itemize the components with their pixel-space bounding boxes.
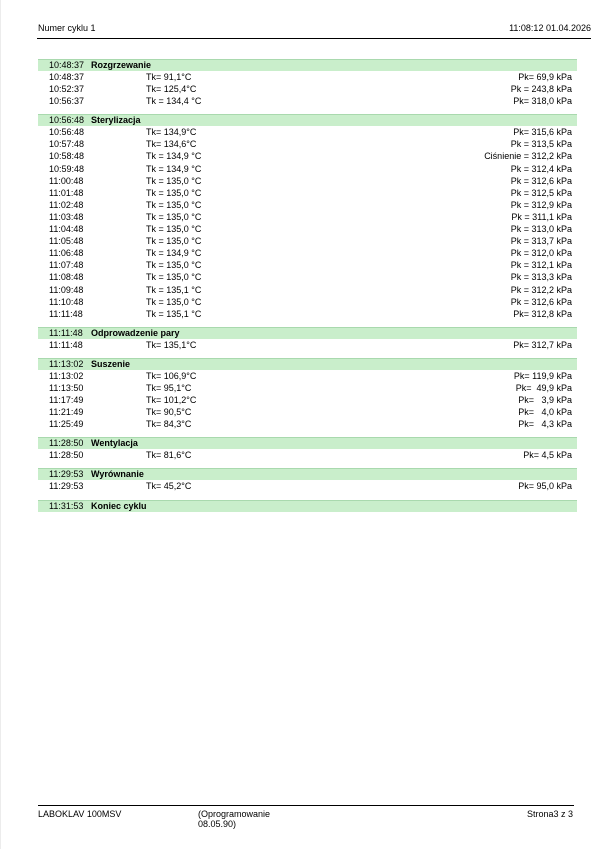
row-pressure: Pk= 95,0 kPa bbox=[518, 481, 572, 492]
section-header bbox=[38, 500, 577, 512]
table-row bbox=[38, 211, 577, 223]
row-temperature: Tk= 125,4°C bbox=[146, 84, 197, 95]
row-time: 11:07:48 bbox=[49, 260, 84, 271]
row-pressure: Pk= 4,3 kPa bbox=[518, 419, 572, 430]
row-time: 11:04:48 bbox=[49, 224, 84, 235]
table-row bbox=[38, 406, 577, 418]
row-temperature: Tk = 135,1 °C bbox=[146, 308, 202, 319]
row-time: 11:05:48 bbox=[49, 236, 84, 247]
row-temperature: Tk= 84,3°C bbox=[146, 419, 192, 430]
row-pressure: Pk = 312,4 kPa bbox=[510, 163, 572, 174]
row-temperature: Tk = 135,0 °C bbox=[146, 199, 202, 210]
row-pressure: Pk = 312,6 kPa bbox=[510, 175, 572, 186]
cycle-section bbox=[38, 114, 577, 320]
row-time: 11:11:48 bbox=[49, 339, 83, 350]
report-datetime: 11:08:12 01.04.2026 bbox=[509, 23, 591, 33]
footer-rule bbox=[38, 805, 574, 806]
cycle-log bbox=[38, 59, 577, 512]
row-time: 10:56:37 bbox=[49, 96, 85, 107]
row-time: 11:09:48 bbox=[49, 284, 84, 295]
table-row bbox=[38, 480, 577, 492]
software-version-line2: 08.05.90) bbox=[198, 819, 237, 829]
row-pressure: Pk = 243,8 kPa bbox=[510, 84, 572, 95]
row-temperature: Tk = 134,9 °C bbox=[146, 248, 202, 259]
cycle-section bbox=[38, 468, 577, 492]
table-row bbox=[38, 71, 577, 83]
row-time: 10:48:37 bbox=[49, 72, 85, 82]
row-temperature: Tk= 90,5°C bbox=[146, 407, 192, 418]
row-pressure: Pk = 311,1 kPa bbox=[511, 211, 572, 222]
table-row bbox=[38, 138, 577, 150]
section-header bbox=[38, 114, 577, 126]
row-time: 10:58:48 bbox=[49, 151, 85, 162]
row-pressure: Pk = 312,0 kPa bbox=[510, 248, 572, 259]
row-temperature: Tk= 134,6°C bbox=[146, 139, 197, 150]
row-time: 11:13:50 bbox=[49, 382, 84, 393]
table-row bbox=[38, 370, 577, 382]
row-temperature: Tk = 135,0 °C bbox=[146, 175, 202, 186]
row-time: 10:57:48 bbox=[49, 139, 85, 150]
row-pressure: Pk = 313,5 kPa bbox=[510, 139, 572, 150]
row-pressure: Pk= 315,6 kPa bbox=[513, 127, 572, 138]
row-pressure: Pk= 318,0 kPa bbox=[513, 96, 572, 107]
row-time: 11:02:48 bbox=[49, 199, 84, 210]
row-pressure: Pk = 312,5 kPa bbox=[510, 187, 572, 198]
row-temperature: Tk = 135,0 °C bbox=[146, 260, 202, 271]
section-time: 11:31:53 bbox=[49, 500, 84, 511]
table-row bbox=[38, 339, 577, 351]
row-time: 11:25:49 bbox=[49, 419, 84, 430]
section-header bbox=[38, 358, 577, 370]
row-temperature: Tk= 135,1°C bbox=[146, 339, 197, 350]
table-row bbox=[38, 259, 577, 271]
section-time: 11:28:50 bbox=[49, 438, 84, 449]
row-temperature: Tk= 101,2°C bbox=[146, 395, 197, 406]
cycle-section bbox=[38, 500, 577, 512]
table-row bbox=[38, 284, 577, 296]
table-row bbox=[38, 126, 577, 138]
section-title: Rozgrzewanie bbox=[91, 60, 152, 70]
row-pressure: Pk = 313,7 kPa bbox=[510, 236, 572, 247]
row-pressure: Pk= 49,9 kPa bbox=[515, 382, 572, 393]
row-pressure: Pk = 313,0 kPa bbox=[510, 224, 572, 235]
row-temperature: Tk = 135,0 °C bbox=[146, 187, 202, 198]
table-row bbox=[38, 187, 577, 199]
row-time: 10:52:37 bbox=[49, 84, 85, 95]
row-time: 11:11:48 bbox=[49, 308, 83, 319]
row-pressure: Pk = 312,1 kPa bbox=[510, 260, 572, 271]
section-time: 11:11:48 bbox=[49, 327, 83, 338]
row-temperature: Tk = 135,0 °C bbox=[146, 236, 202, 247]
table-row bbox=[38, 382, 577, 394]
table-row bbox=[38, 163, 577, 175]
row-time: 11:10:48 bbox=[49, 296, 84, 307]
row-pressure: Pk= 119,9 kPa bbox=[513, 370, 572, 381]
row-time: 11:03:48 bbox=[49, 211, 84, 222]
row-time: 10:56:48 bbox=[49, 127, 85, 138]
row-pressure: Pk = 312,9 kPa bbox=[510, 199, 572, 210]
row-temperature: Tk= 45,2°C bbox=[146, 481, 192, 492]
row-pressure: Pk= 4,5 kPa bbox=[523, 450, 572, 461]
table-row bbox=[38, 296, 577, 308]
table-row bbox=[38, 235, 577, 247]
row-temperature: Tk= 134,9°C bbox=[146, 127, 197, 138]
table-row bbox=[38, 418, 577, 430]
row-temperature: Tk= 106,9°C bbox=[146, 370, 197, 381]
table-row bbox=[38, 271, 577, 283]
row-temperature: Tk= 91,1°C bbox=[146, 72, 192, 82]
section-title: Suszenie bbox=[91, 358, 131, 369]
section-time: 11:29:53 bbox=[49, 469, 84, 480]
row-pressure: Pk = 313,3 kPa bbox=[510, 272, 572, 283]
row-time: 11:06:48 bbox=[49, 248, 84, 259]
row-time: 11:28:50 bbox=[49, 450, 84, 461]
cycle-section bbox=[38, 327, 577, 351]
table-row bbox=[38, 175, 577, 187]
section-title: Koniec cyklu bbox=[91, 500, 147, 511]
software-version bbox=[198, 809, 270, 829]
cycle-section bbox=[38, 358, 577, 430]
section-title: Wyrównanie bbox=[91, 469, 144, 480]
software-version-line1: (Oprogramowanie bbox=[198, 809, 271, 819]
row-pressure: Pk= 3,9 kPa bbox=[518, 395, 572, 406]
section-header bbox=[38, 327, 577, 339]
table-row bbox=[38, 394, 577, 406]
table-row bbox=[38, 223, 577, 235]
row-temperature: Tk = 135,0 °C bbox=[146, 224, 202, 235]
row-pressure: Pk = 312,6 kPa bbox=[510, 296, 572, 307]
section-title: Wentylacja bbox=[91, 438, 138, 449]
row-pressure: Pk= 4,0 kPa bbox=[518, 407, 572, 418]
row-time: 11:01:48 bbox=[49, 187, 84, 198]
row-pressure: Pk = 312,2 kPa bbox=[510, 284, 572, 295]
table-row bbox=[38, 83, 577, 95]
row-time: 11:13:02 bbox=[49, 370, 84, 381]
section-header bbox=[38, 468, 577, 480]
device-name: LABOKLAV 100MSV bbox=[38, 809, 122, 819]
section-header bbox=[38, 437, 577, 449]
row-temperature: Tk = 135,0 °C bbox=[146, 272, 202, 283]
cycle-section bbox=[38, 59, 577, 107]
row-time: 10:59:48 bbox=[49, 163, 85, 174]
row-pressure: Pk= 312,7 kPa bbox=[513, 339, 572, 350]
section-time: 10:56:48 bbox=[49, 115, 85, 126]
table-row bbox=[38, 308, 577, 320]
table-row bbox=[38, 95, 577, 107]
row-temperature: Tk= 81,6°C bbox=[146, 450, 192, 461]
row-temperature: Tk= 95,1°C bbox=[146, 382, 192, 393]
row-temperature: Tk = 135,0 °C bbox=[146, 296, 202, 307]
row-temperature: Tk = 135,1 °C bbox=[146, 284, 202, 295]
row-time: 11:21:49 bbox=[49, 407, 84, 418]
header-rule bbox=[37, 38, 591, 39]
section-title: Sterylizacja bbox=[91, 115, 141, 126]
section-time: 11:13:02 bbox=[49, 358, 84, 369]
row-temperature: Tk = 134,4 °C bbox=[146, 96, 202, 107]
row-pressure: Pk= 69,9 kPa bbox=[518, 72, 572, 82]
cycle-section bbox=[38, 437, 577, 461]
row-time: 11:08:48 bbox=[49, 272, 84, 283]
row-pressure: Ciśnienie = 312,2 kPa bbox=[484, 151, 572, 162]
row-temperature: Tk = 135,0 °C bbox=[146, 211, 202, 222]
section-header bbox=[38, 59, 577, 71]
cycle-number-label: Numer cyklu 1 bbox=[38, 23, 96, 33]
table-row bbox=[38, 247, 577, 259]
table-row bbox=[38, 199, 577, 211]
table-row bbox=[38, 449, 577, 461]
section-time: 10:48:37 bbox=[49, 60, 85, 70]
row-time: 11:17:49 bbox=[49, 395, 84, 406]
row-pressure: Pk= 312,8 kPa bbox=[513, 308, 572, 319]
row-temperature: Tk = 134,9 °C bbox=[146, 163, 202, 174]
row-time: 11:29:53 bbox=[49, 481, 84, 492]
section-title: Odprowadzenie pary bbox=[91, 327, 180, 338]
row-time: 11:00:48 bbox=[49, 175, 84, 186]
page-number: Strona3 z 3 bbox=[526, 809, 573, 819]
table-row bbox=[38, 150, 577, 162]
row-temperature: Tk = 134,9 °C bbox=[146, 151, 202, 162]
